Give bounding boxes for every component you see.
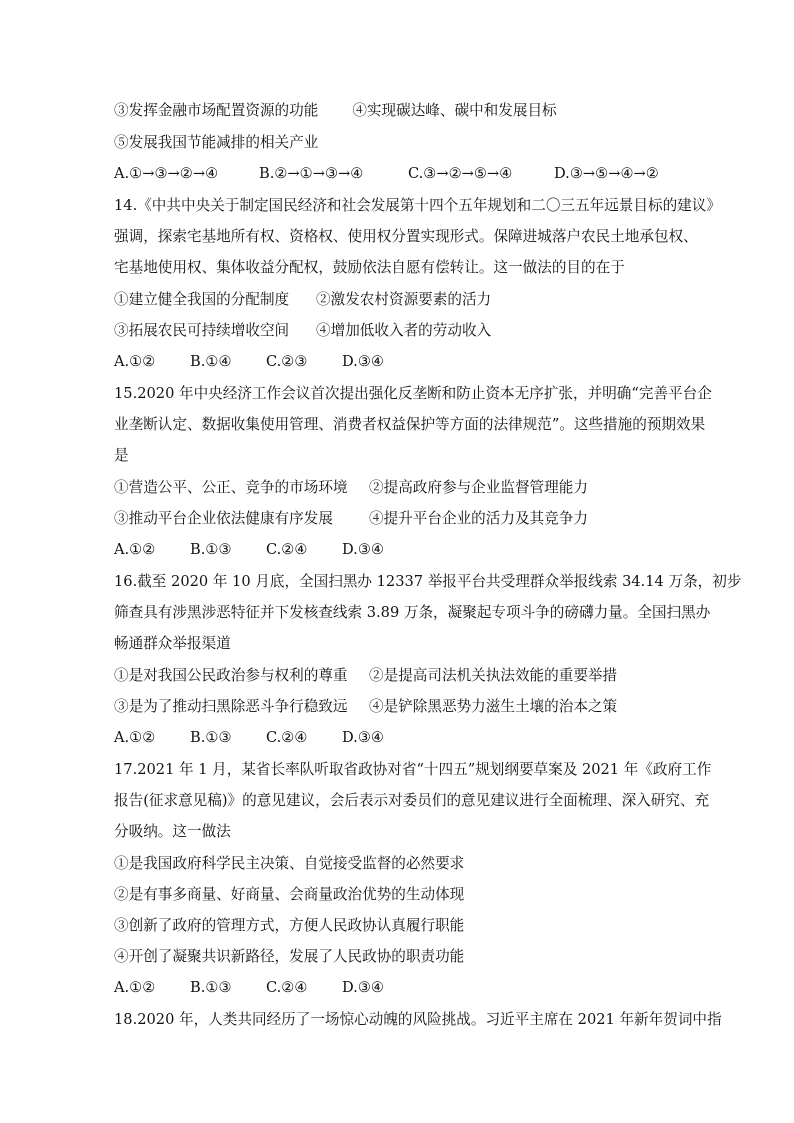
q14-choice-a: A.①②	[114, 353, 156, 370]
q17-choices	[114, 978, 384, 998]
q17-stem-line: 分吸纳。这一做法	[114, 823, 231, 840]
q14-stem-line: 宅基地使用权、集体收益分配权，鼓励依法自愿有偿转让。这一做法的目的在于	[114, 259, 625, 276]
q17-stem-line: 报告(征求意见稿)》的意见建议，会后表示对委员们的意见建议进行全面梳理、深入研究、充	[114, 792, 710, 809]
q15-item-2: ②提高政府参与企业监督管理能力	[369, 479, 588, 496]
q16-item-2: ②是提高司法机关执法效能的重要举措	[369, 667, 618, 684]
q14-items-row	[114, 321, 491, 341]
q16-choice-a: A.①②	[114, 729, 156, 746]
q17-choice-c: C.②④	[266, 979, 308, 996]
q15-choices	[114, 540, 384, 560]
q16-stem-line: 筛查具有涉黑涉恶特征并下发核查线索 3.89 万条，凝聚起专项斗争的磅礴力量。全国扫黑办	[114, 604, 711, 621]
q14-item-1: ①建立健全我国的分配制度	[114, 291, 290, 308]
q17-item-4: ④开创了凝聚共识新路径，发展了人民政协的职责功能	[114, 948, 465, 965]
q15-item-3: ③推动平台企业依法健康有序发展	[114, 510, 333, 527]
q14-item-4: ④增加低收入者的劳动收入	[316, 322, 492, 339]
q14-choices	[114, 352, 384, 372]
q17-item-1: ①是我国政府科学民主决策、自觉接受监督的必然要求	[114, 855, 465, 872]
q13-item-3: ③发挥金融市场配置资源的功能	[114, 102, 319, 119]
q14-item-3: ③拓展农民可持续增收空间	[114, 322, 290, 339]
q16-stem-line: 16.截至 2020 年 10 月底，全国扫黑办 12337 举报平台共受理群众举报线索 34.14 万条，初步	[114, 573, 742, 590]
q16-item-4: ④是铲除黑恶势力滋生土壤的治本之策	[369, 698, 618, 715]
q15-choice-b: B.①③	[190, 541, 232, 558]
q17-item-3: ③创新了政府的管理方式，方便人民政协认真履行职能	[114, 917, 465, 934]
q16-items-row	[114, 666, 617, 686]
q13-items-row	[114, 101, 557, 121]
q13-choice-b: B.②→①→③→④	[259, 165, 364, 182]
q14-items-row	[114, 290, 491, 310]
q15-items-row	[114, 509, 588, 529]
q16-choice-b: B.①③	[190, 729, 232, 746]
q13-choice-a: A.①→③→②→④	[114, 165, 219, 182]
q15-choice-d: D.③④	[342, 541, 384, 558]
q13-item-4: ④实现碳达峰、碳中和发展目标	[352, 102, 557, 119]
q13-item-5: ⑤发展我国节能减排的相关产业	[114, 134, 319, 151]
q15-choice-a: A.①②	[114, 541, 156, 558]
q13-choices	[114, 164, 659, 184]
q17-stem-line: 17.2021 年 1 月，某省长率队听取省政协对省“十四五”规划纲要草案及 2021 年《政府工作	[114, 761, 712, 778]
q17-choice-d: D.③④	[342, 979, 384, 996]
q14-stem-line: 14.《中共中央关于制定国民经济和社会发展第十四个五年规划和二〇三五年远景目标的建议》	[114, 197, 721, 214]
q15-stem-line: 15.2020 年中央经济工作会议首次提出强化反垄断和防止资本无序扩张，并明确“完善平台企	[114, 385, 712, 402]
q16-item-1: ①是对我国公民政治参与权利的尊重	[114, 667, 348, 684]
q14-choice-b: B.①④	[190, 353, 232, 370]
q16-choices	[114, 728, 384, 748]
q15-choice-c: C.②④	[266, 541, 308, 558]
q13-choice-d: D.③→⑤→④→②	[554, 165, 659, 182]
q14-choice-c: C.②③	[266, 353, 308, 370]
q16-item-3: ③是为了推动扫黑除恶斗争行稳致远	[114, 698, 348, 715]
q14-choice-d: D.③④	[342, 353, 384, 370]
q13-choice-c: C.③→②→⑤→④	[408, 165, 513, 182]
q17-choice-a: A.①②	[114, 979, 156, 996]
q15-item-4: ④提升平台企业的活力及其竞争力	[369, 510, 588, 527]
q16-choice-c: C.②④	[266, 729, 308, 746]
q18-stem-line: 18.2020 年，人类共同经历了一场惊心动魄的风险挑战。习近平主席在 2021 年新年贺词中指	[114, 1011, 722, 1028]
q15-stem-line: 业垄断认定、数据收集使用管理、消费者权益保护等方面的法律规范”。这些措施的预期效果	[114, 416, 706, 433]
q16-items-row	[114, 697, 617, 717]
q17-item-2: ②是有事多商量、好商量、会商量政治优势的生动体现	[114, 886, 465, 903]
q17-choice-b: B.①③	[190, 979, 232, 996]
q15-item-1: ①营造公平、公正、竞争的市场环境	[114, 479, 348, 496]
q16-choice-d: D.③④	[342, 729, 384, 746]
q16-stem-line: 畅通群众举报渠道	[114, 635, 231, 652]
q14-stem-line: 强调，探索宅基地所有权、资格权、使用权分置实现形式。保障进城落户农民土地承包权、	[114, 228, 698, 245]
q15-items-row	[114, 478, 588, 498]
q15-stem-line: 是	[114, 447, 129, 464]
q14-item-2: ②激发农村资源要素的活力	[316, 291, 492, 308]
